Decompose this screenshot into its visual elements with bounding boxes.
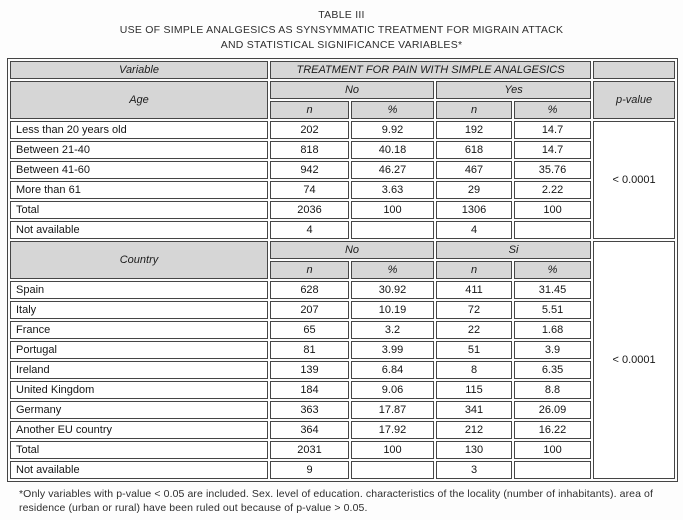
country-si-pct-header: % bbox=[514, 261, 591, 279]
table-row bbox=[10, 401, 675, 419]
country-row-label: Total bbox=[10, 441, 268, 459]
age-yes-header: Yes bbox=[436, 81, 591, 99]
cell-yes-n: 115 bbox=[436, 381, 512, 399]
country-section-header: Country bbox=[10, 241, 268, 279]
cell-yes-pct: 2.22 bbox=[514, 181, 591, 199]
cell-yes-pct: 31.45 bbox=[514, 281, 591, 299]
age-section-header: Age bbox=[10, 81, 268, 119]
cell-yes-pct: 1.68 bbox=[514, 321, 591, 339]
table-title-line1: USE OF SIMPLE ANALGESICS AS SYNSYMMATIC TREATMENT FOR MIGRAIN ATTACK bbox=[119, 24, 564, 36]
cell-no-pct: 3.99 bbox=[351, 341, 434, 359]
country-row-label: United Kingdom bbox=[10, 381, 268, 399]
country-row-label: Germany bbox=[10, 401, 268, 419]
cell-yes-pct: 14.7 bbox=[514, 141, 591, 159]
cell-yes-n: 618 bbox=[436, 141, 512, 159]
cell-no-n: 65 bbox=[270, 321, 349, 339]
table-row bbox=[10, 321, 675, 339]
cell-yes-pct: 3.9 bbox=[514, 341, 591, 359]
country-p-value: < 0.0001 bbox=[593, 241, 675, 479]
table-row bbox=[10, 141, 675, 159]
cell-no-n: 2036 bbox=[270, 201, 349, 219]
age-row-label: Between 41-60 bbox=[10, 161, 268, 179]
cell-no-pct: 3.2 bbox=[351, 321, 434, 339]
cell-no-n: 942 bbox=[270, 161, 349, 179]
cell-no-n: 207 bbox=[270, 301, 349, 319]
cell-no-pct: 9.92 bbox=[351, 121, 434, 139]
cell-no-pct: 100 bbox=[351, 201, 434, 219]
cell-yes-n: 4 bbox=[436, 221, 512, 239]
country-row-label: Portugal bbox=[10, 341, 268, 359]
cell-no-pct: 46.27 bbox=[351, 161, 434, 179]
variable-header: Variable bbox=[10, 61, 268, 79]
cell-yes-pct: 16.22 bbox=[514, 421, 591, 439]
cell-no-n: 81 bbox=[270, 341, 349, 359]
cell-yes-pct: 6.35 bbox=[514, 361, 591, 379]
cell-yes-pct: 5.51 bbox=[514, 301, 591, 319]
p-value-header: p-value bbox=[593, 81, 675, 119]
cell-yes-pct: 35.76 bbox=[514, 161, 591, 179]
age-no-pct-header: % bbox=[351, 101, 434, 119]
cell-yes-pct bbox=[514, 221, 591, 239]
country-no-pct-header: % bbox=[351, 261, 434, 279]
cell-yes-n: 8 bbox=[436, 361, 512, 379]
age-yes-n-header: n bbox=[436, 101, 512, 119]
cell-no-pct: 6.84 bbox=[351, 361, 434, 379]
cell-no-n: 139 bbox=[270, 361, 349, 379]
cell-yes-n: 341 bbox=[436, 401, 512, 419]
cell-yes-n: 411 bbox=[436, 281, 512, 299]
treatment-header: TREATMENT FOR PAIN WITH SIMPLE ANALGESICS bbox=[270, 61, 591, 79]
table-row bbox=[10, 121, 675, 139]
table-row bbox=[10, 281, 675, 299]
cell-no-pct bbox=[351, 221, 434, 239]
table-row bbox=[10, 461, 675, 479]
table-row bbox=[10, 381, 675, 399]
cell-no-n: 4 bbox=[270, 221, 349, 239]
country-row-label: Italy bbox=[10, 301, 268, 319]
country-no-n-header: n bbox=[270, 261, 349, 279]
cell-yes-n: 130 bbox=[436, 441, 512, 459]
country-si-n-header: n bbox=[436, 261, 512, 279]
cell-yes-n: 72 bbox=[436, 301, 512, 319]
country-header-row bbox=[10, 241, 675, 259]
country-no-header: No bbox=[270, 241, 434, 259]
cell-yes-pct: 100 bbox=[514, 201, 591, 219]
cell-yes-n: 467 bbox=[436, 161, 512, 179]
cell-yes-n: 51 bbox=[436, 341, 512, 359]
table-title-line2: AND STATISTICAL SIGNIFICANCE VARIABLES* bbox=[220, 39, 463, 51]
cell-yes-pct: 26.09 bbox=[514, 401, 591, 419]
cell-no-pct: 9.06 bbox=[351, 381, 434, 399]
table-row bbox=[10, 201, 675, 219]
cell-yes-n: 212 bbox=[436, 421, 512, 439]
cell-no-n: 818 bbox=[270, 141, 349, 159]
header-spacer-cell bbox=[593, 61, 675, 79]
table-row bbox=[10, 361, 675, 379]
age-row-label: Total bbox=[10, 201, 268, 219]
age-row-label: Between 21-40 bbox=[10, 141, 268, 159]
table-row bbox=[10, 301, 675, 319]
cell-no-pct bbox=[351, 461, 434, 479]
cell-no-pct: 17.87 bbox=[351, 401, 434, 419]
cell-no-n: 9 bbox=[270, 461, 349, 479]
cell-no-pct: 17.92 bbox=[351, 421, 434, 439]
table-row bbox=[10, 161, 675, 179]
table-row bbox=[10, 341, 675, 359]
header-row-main bbox=[10, 61, 675, 79]
country-row-label: France bbox=[10, 321, 268, 339]
age-no-header: No bbox=[270, 81, 434, 99]
cell-no-n: 363 bbox=[270, 401, 349, 419]
footnote: *Only variables with p-value < 0.05 are included. Sex. level of education. characteristics of the locality (number of inhabitants). area of residence (urban or rural) have been ruled out because of p-value > 0.05. bbox=[19, 488, 654, 514]
cell-yes-pct: 100 bbox=[514, 441, 591, 459]
country-row-label: Spain bbox=[10, 281, 268, 299]
cell-no-n: 184 bbox=[270, 381, 349, 399]
table-caption bbox=[7, 8, 676, 53]
cell-yes-pct: 14.7 bbox=[514, 121, 591, 139]
cell-yes-n: 3 bbox=[436, 461, 512, 479]
age-header-row bbox=[10, 81, 675, 99]
age-no-n-header: n bbox=[270, 101, 349, 119]
cell-yes-pct bbox=[514, 461, 591, 479]
age-row-label: Not available bbox=[10, 221, 268, 239]
table-row bbox=[10, 181, 675, 199]
table-row bbox=[10, 221, 675, 239]
cell-no-pct: 10.19 bbox=[351, 301, 434, 319]
cell-no-pct: 3.63 bbox=[351, 181, 434, 199]
country-si-header: Si bbox=[436, 241, 591, 259]
cell-no-pct: 40.18 bbox=[351, 141, 434, 159]
cell-yes-pct: 8.8 bbox=[514, 381, 591, 399]
cell-yes-n: 29 bbox=[436, 181, 512, 199]
cell-yes-n: 1306 bbox=[436, 201, 512, 219]
analgesics-table bbox=[7, 58, 678, 482]
cell-yes-n: 192 bbox=[436, 121, 512, 139]
cell-no-n: 628 bbox=[270, 281, 349, 299]
table-row bbox=[10, 441, 675, 459]
cell-no-n: 2031 bbox=[270, 441, 349, 459]
cell-no-pct: 100 bbox=[351, 441, 434, 459]
country-row-label: Not available bbox=[10, 461, 268, 479]
cell-no-n: 364 bbox=[270, 421, 349, 439]
cell-yes-n: 22 bbox=[436, 321, 512, 339]
age-yes-pct-header: % bbox=[514, 101, 591, 119]
age-p-value: < 0.0001 bbox=[593, 121, 675, 239]
cell-no-pct: 30.92 bbox=[351, 281, 434, 299]
country-row-label: Another EU country bbox=[10, 421, 268, 439]
table-number: TABLE III bbox=[318, 9, 365, 21]
age-row-label: Less than 20 years old bbox=[10, 121, 268, 139]
country-row-label: Ireland bbox=[10, 361, 268, 379]
cell-no-n: 74 bbox=[270, 181, 349, 199]
age-row-label: More than 61 bbox=[10, 181, 268, 199]
table-row bbox=[10, 421, 675, 439]
cell-no-n: 202 bbox=[270, 121, 349, 139]
